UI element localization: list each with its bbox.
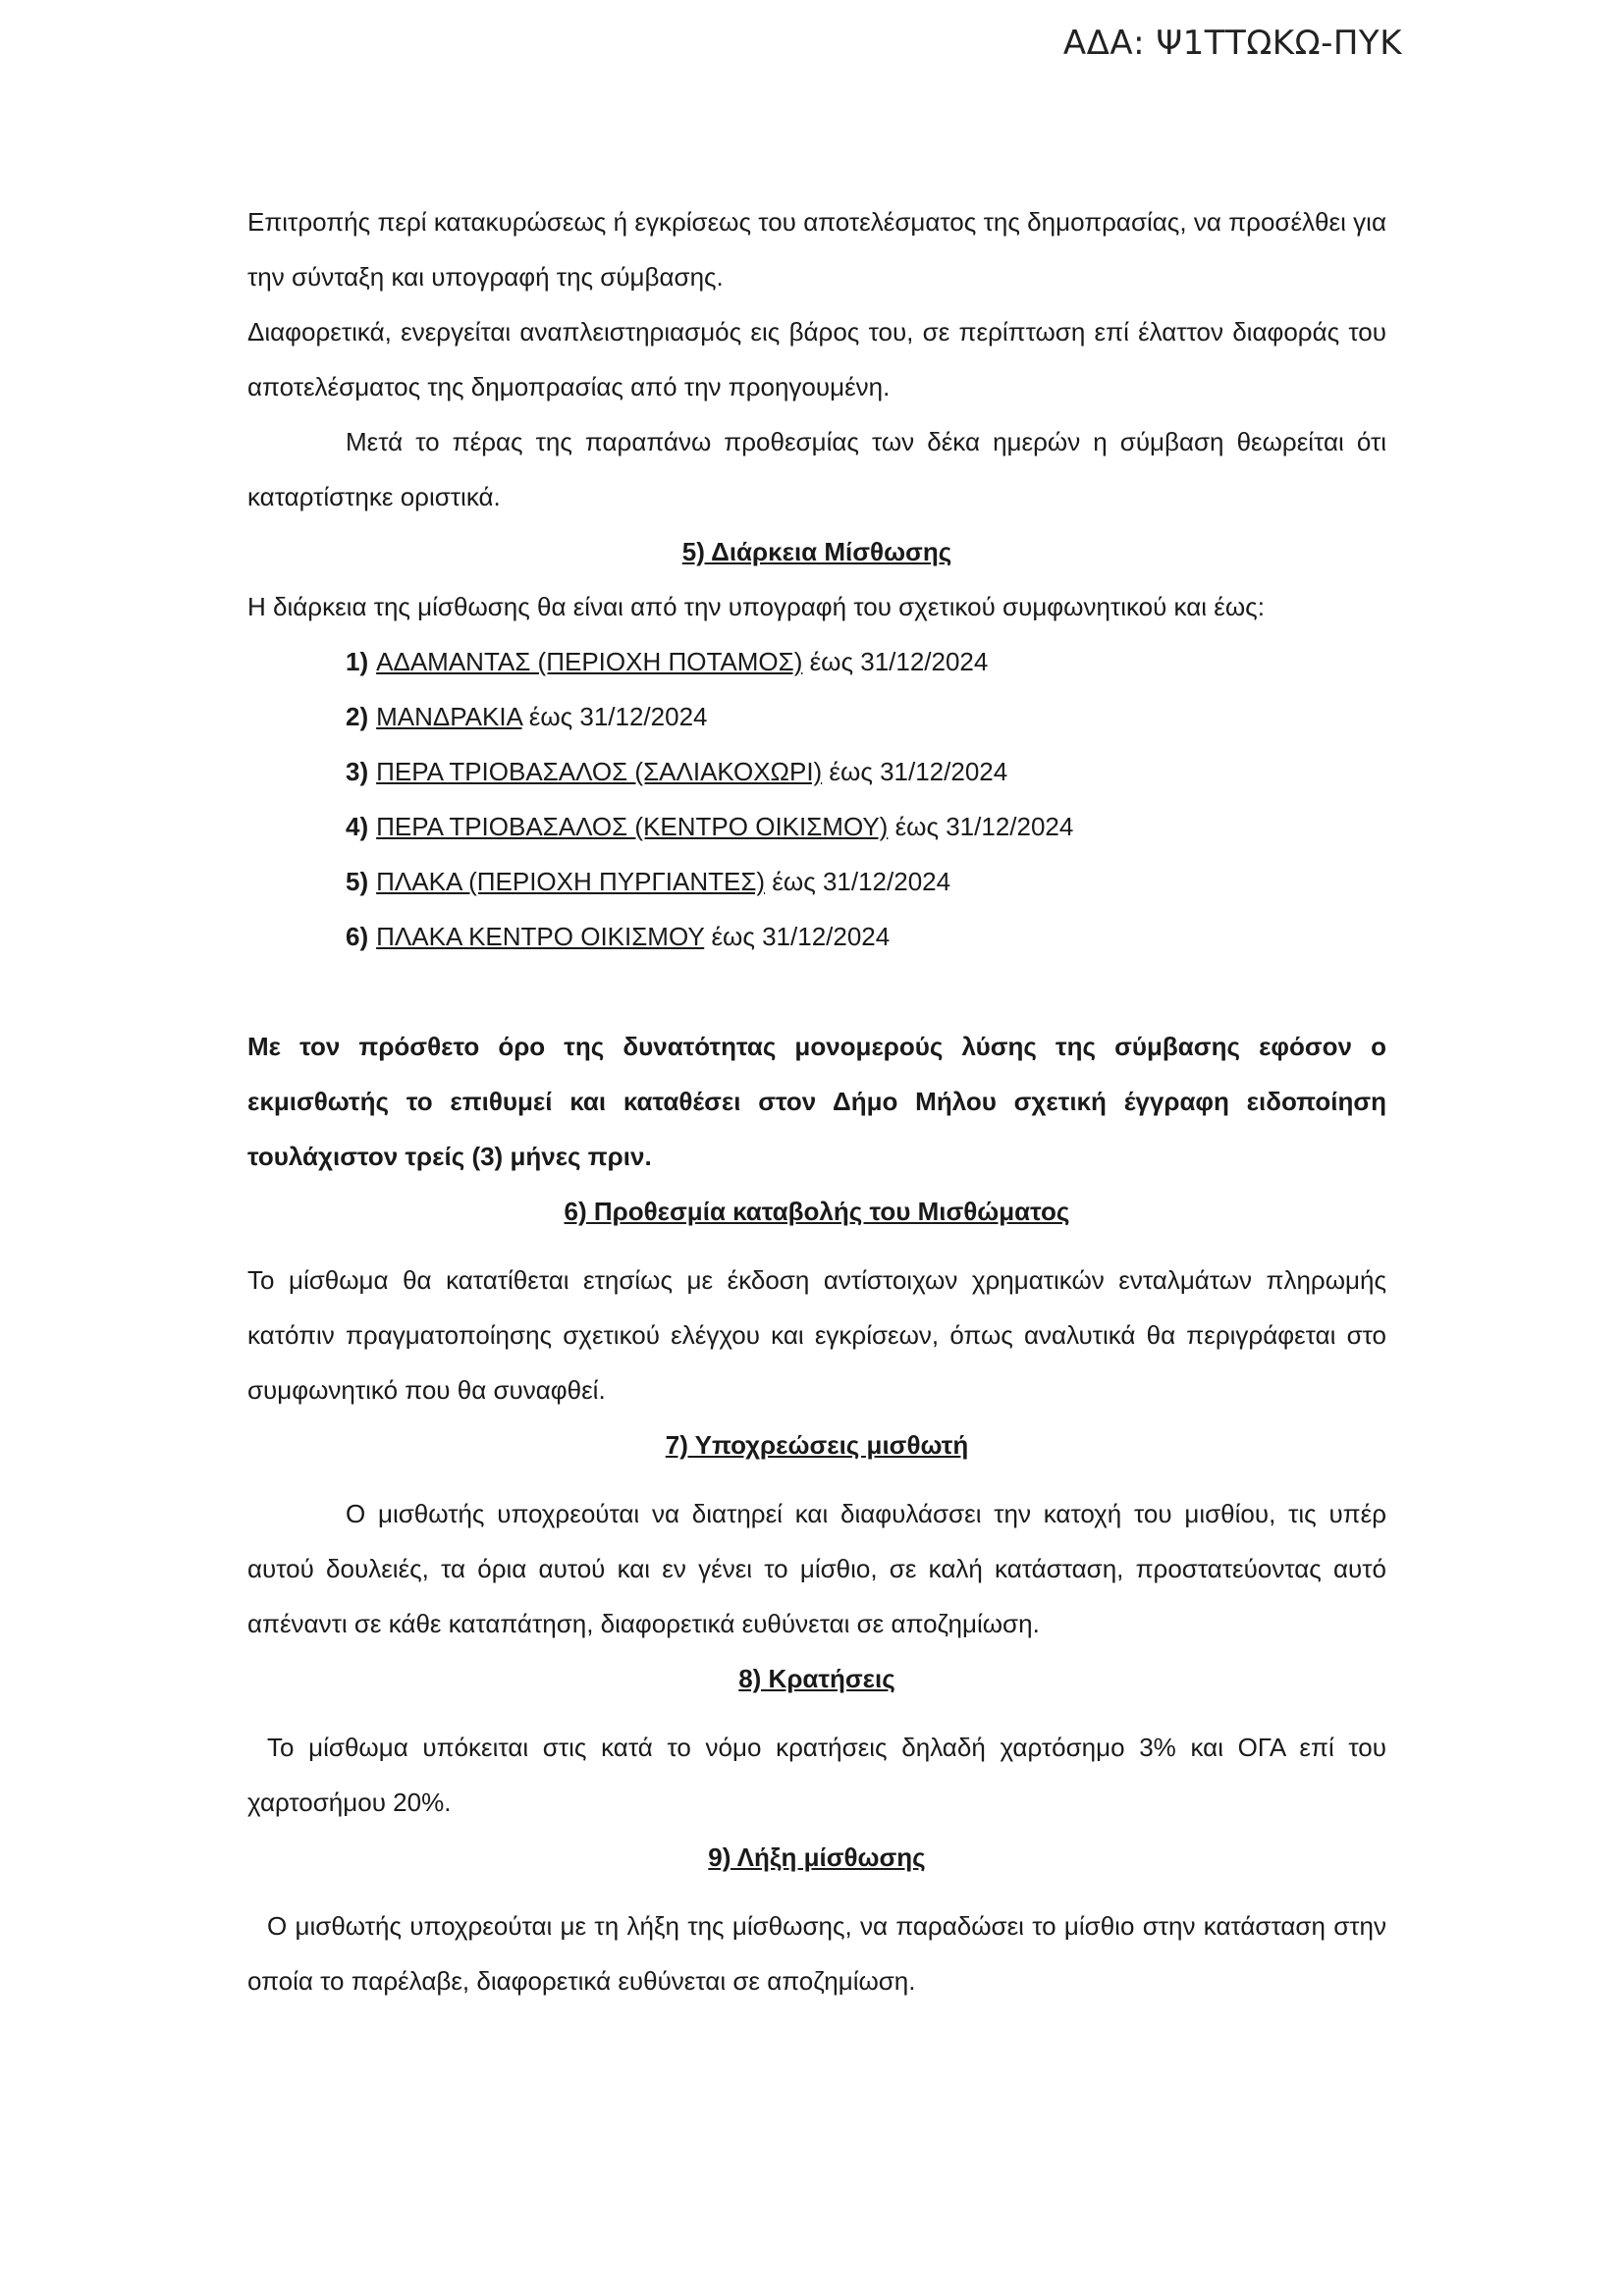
location-end-date: έως 31/12/2024	[765, 867, 951, 896]
location-end-date: έως 31/12/2024	[521, 702, 708, 731]
location-end-date: έως 31/12/2024	[802, 647, 989, 676]
item-number: 4)	[346, 812, 369, 841]
item-number: 5)	[346, 867, 369, 896]
spacer	[247, 1706, 1386, 1720]
location-name: ΠΛΑΚΑ ΚΕΝΤΡΟ ΟΙΚΙΣΜΟΥ	[376, 922, 705, 951]
section-6-heading: 6) Προθεσμία καταβολής του Μισθώματος	[564, 1197, 1070, 1226]
spacer	[247, 1885, 1386, 1898]
termination-clause: Με τον πρόσθετο όρο της δυνατότητας μονομερούς λύσης της σύμβασης εφόσον ο εκμισθωτής το επιθυμεί και καταθέσει στον Δήμο Μήλου σχετική έγγραφη ειδοποίηση τουλάχιστον τρείς (3) μήνες πριν.	[247, 1032, 1386, 1171]
location-name: ΠΕΡΑ ΤΡΙΟΒΑΣΑΛΟΣ (ΚΕΝΤΡΟ ΟΙΚΙΣΜΟΥ)	[376, 812, 889, 841]
location-item	[346, 909, 1386, 964]
location-name: ΑΔΑΜΑΝΤΑΣ (ΠΕΡΙΟΧΗ ΠΟΤΑΜΟΣ)	[376, 647, 803, 676]
location-item	[346, 799, 1386, 854]
item-number: 6)	[346, 922, 369, 951]
item-number: 2)	[346, 702, 369, 731]
section-8-heading: 8) Κρατήσεις	[738, 1664, 895, 1693]
section-5-heading: 5) Διάρκεια Μίσθωσης	[681, 537, 952, 566]
location-name: ΜΑΝΔΡΑΚΙΑ	[376, 702, 522, 731]
location-name: ΠΛΑΚΑ (ΠΕΡΙΟΧΗ ΠΥΡΓΙΑΝΤΕΣ)	[376, 867, 766, 896]
item-number: 1)	[346, 647, 369, 676]
section-7-heading: 7) Υποχρεώσεις μισθωτή	[665, 1430, 969, 1460]
location-item	[346, 689, 1386, 744]
section-8-text: Το μίσθωμα υπόκειται στις κατά το νόμο κρατήσεις δηλαδή χαρτόσημο 3% και ΟΓΑ επί του χαρτοσήμου 20%.	[247, 1733, 1386, 1817]
section-5-text: Η διάρκεια της μίσθωσης θα είναι από την υπογραφή του σχετικού συμφωνητικού και έως:	[247, 592, 1265, 621]
location-item	[346, 634, 1386, 689]
spacer	[247, 964, 1386, 1019]
section-9-heading: 9) Λήξη μίσθωσης	[708, 1842, 926, 1872]
spacer	[247, 1472, 1386, 1486]
item-number: 3)	[346, 757, 369, 786]
location-end-date: έως 31/12/2024	[822, 757, 1008, 786]
intro-paragraph-2: Διαφορετικά, ενεργείται αναπλειστηριασμός εις βάρος του, σε περίπτωση επί έλαττον διαφοράς του αποτελέσματος της δημοπρασίας από την προηγουμένη.	[247, 317, 1386, 401]
section-7-text: Ο μισθωτής υποχρεούται να διατηρεί και διαφυλάσσει την κατοχή του μισθίου, τις υπέρ αυτού δουλειές, τα όρια αυτού και εν γένει το μίσθιο, σε καλή κατάσταση, προστατεύοντας αυτό απέναντι σε κάθε καταπάτηση, διαφορετικά ευθύνεται σε αποζημίωση.	[247, 1499, 1386, 1638]
location-name: ΠΕΡΑ ΤΡΙΟΒΑΣΑΛΟΣ (ΣΑΛΙΑΚΟΧΩΡΙ)	[376, 757, 823, 786]
intro-paragraph-1: Επιτροπής περί κατακυρώσεως ή εγκρίσεως του αποτελέσματος της δημοπρασίας, να προσέλθει για την σύνταξη και υπογραφή της σύμβασης.	[247, 207, 1386, 292]
document-body	[247, 194, 1386, 2008]
section-6-text: Το μίσθωμα θα κατατίθεται ετησίως με έκδοση αντίστοιχων χρηματικών ενταλμάτων πληρωμής κατόπιν πραγματοποίησης σχετικού ελέγχου και εγκρίσεων, όπως αναλυτικά θα περιγράφεται στο συμφωνητικό που θα συναφθεί.	[247, 1265, 1386, 1405]
location-item	[346, 744, 1386, 799]
location-item	[346, 854, 1386, 909]
section-9-text: Ο μισθωτής υποχρεούται με τη λήξη της μίσθωσης, να παραδώσει το μίσθιο στην κατάσταση στην οποία το παρέλαβε, διαφορετικά ευθύνεται σε αποζημίωση.	[247, 1911, 1386, 1996]
location-end-date: έως 31/12/2024	[888, 812, 1074, 841]
location-end-date: έως 31/12/2024	[704, 922, 891, 951]
spacer	[247, 1239, 1386, 1253]
ada-code: ΑΔΑ: Ψ1ΤΤΩΚΩ-ΠΥΚ	[1062, 24, 1402, 63]
intro-paragraph-3: Μετά το πέρας της παραπάνω προθεσμίας των δέκα ημερών η σύμβαση θεωρείται ότι καταρτίστηκε οριστικά.	[247, 427, 1386, 511]
location-list	[247, 634, 1386, 964]
